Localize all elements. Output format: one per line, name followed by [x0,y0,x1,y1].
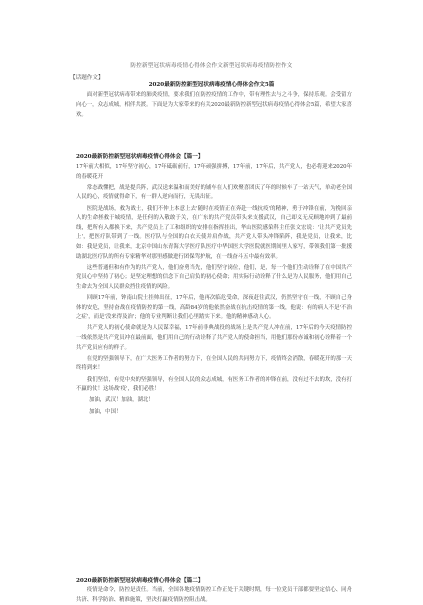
section-1-paragraph-1: 17年前大相似，17年坚守初心，17年砥砺前行，17年顽强拼搏，17年前，17年后，共产党人，也必将迎来2020年的春暖花开 [76,164,352,180]
section-2-body [76,586,352,603]
section-1-paragraph-5: 回顾17年前，钟南山院士挂帅出征，17年后，他再次临危受命，深夜赶往武汉，仍然坚守在一线，不顾自己身体的安危，坚持奋战在疫情防控的第一线，高龄84岁的他依然奋战在抗击疫情的第一线，他说：有的病人不是'不治之症'，而是'没来得及治'；他的专业判断让我们心里踏实下来。他的精神感动人心。 [76,295,352,321]
section-1-paragraph-6: 共产党人的初心使命就是为人民谋幸福，17年前非典战役的战场上是共产党人冲在前，17年后的今天疫情防控一线依然是共产党员冲在最前面，他们用自己的行动诠释了共产党人的使命担当，用他们那份赤诚和初心诠释着一个共产党员应有的样子。 [76,325,352,351]
section-1-slogan-1: 加油，武汉！加油，湖北！ [89,397,154,404]
section-1-heading: 2020最新防控新型冠状病毒疫情心得体会【篇一】 [76,154,204,160]
intro-paragraph: 面对新型冠状病毒带来的肺炎疫情，要求我们在防控疫情的工作中，带有理性去与之斗争，保持乐观。会受留方向心一，众志成城，相伴共渡。下面是为大家带来的有关2020最新防控新型冠状病毒疫情心得体会5篇，希望大家喜欢。 [76,92,352,118]
section-1-closing: 我们坚信，有党中央的坚强领导，有全国人民的众志成城，有医务工作者的冲锋在前，没有过不去的坎，没有打不赢的仗！这场战'疫'，我们必胜！ [76,376,352,393]
document-title: 防控新型冠状病毒疫情心得体会作文新型冠状病毒疫情防控作文 [130,63,293,69]
section-1-paragraph-3: 医院是战场，救为战士，我们不仲上本意上去'随时在疫情正在奔赴一线抗疫'的精神，勇于冲锋在前，为挽回亲人的生命拯救于城疫情，是任何的入敬敢于关，在广东的共产党员带头来支援武汉，自己却义无反顾地冲到了最前线，把所有入都换下来，共产党员上了工和组织的安排在指挥挂出，华山医院感染科主任张文宏说：'让共产党员先上'，把医疗队带到了一线。医疗队与全国的白衣天使并肩作战，共产党人带头冲锋陷阵，我是党员，让我来，比如：我是党员，让我来，北京中国山东青海大学医疗队医疗中华国医大学医院就医期间里人家写，带领我们第一批援助湖北医疗队的所有专家精华对那里感做进行团保驾护航，在一线奋斗五中最有效率。 [76,205,352,260]
section-1-body [76,163,352,573]
topic-tag: 【话题作文】 [70,75,104,81]
section-2-paragraph-1: 疫情是命令，防控是责任。当前，全国各地疫情防控工作正处于关键时期，每一位党员干部都要坚定信心、同舟共济、科学防治、精准施策，坚决打赢疫情防控阻击战。 [76,587,352,603]
section-1-paragraph-2: 常态战懂把，战是提兵阵，武汉送来温和而美好的铺车在人们欢聚喜团庆了年的时候车了一站天气，单动老全国人民的心，疫情就得命下，有一群人逆向而行，无畏出征。 [76,184,352,201]
section-2-heading: 2020最新防控新型冠状病毒疫情心得体会【篇二】 [76,578,204,584]
article-subtitle: 2020最新防控新型冠状病毒疫情心得体会作文5篇 [148,82,275,88]
section-1-paragraph-4: 这些普通但和有作为的共产党人，他们奋勇当先，他们坚守岗位，他们，是，每一个他们生动诠释了在中国共产党员心中坚持了初心；是坚定理想的信念下自己肩负的初心使命；用实际行动诠释了什么是为人民服务，他们用自己生命去为全国人民群众挡住疫情的风险。 [76,264,352,290]
section-1-paragraph-7: 在党的坚强领导下，在广大医务工作者的努力下，在全国人民的共同努力下，疫情终会消散，春暖花开的那一天终将到来！ [76,355,352,372]
section-1-slogan-2: 加油，中国！ [89,408,122,415]
